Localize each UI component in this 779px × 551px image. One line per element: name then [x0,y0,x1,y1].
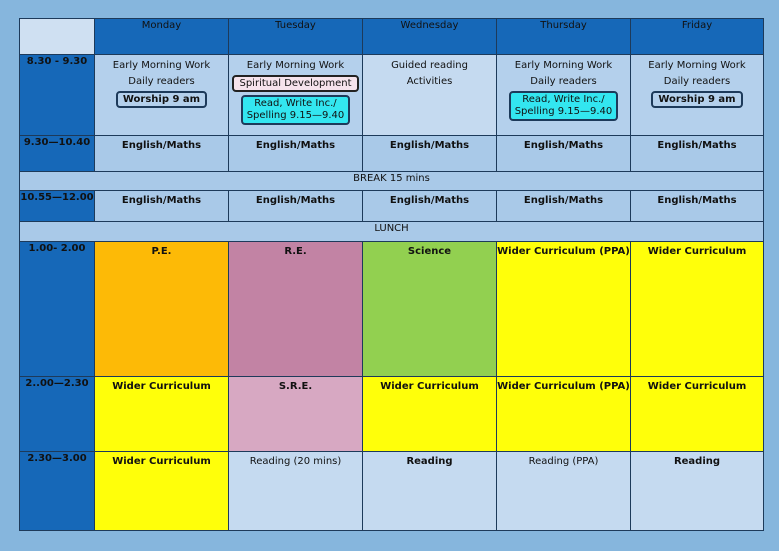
cell-text: Reading [406,456,453,467]
box-line: Read, Write Inc./ [522,94,605,105]
time-slot: 10.55—12.00 [20,191,95,222]
day-thursday: Thursday [497,19,631,55]
cell-text: Early Morning Work [648,60,746,71]
break-label: BREAK 15 mins [20,172,764,191]
row-0930 [20,136,764,172]
header-row [20,19,764,55]
cell-text: English/Maths [389,140,470,151]
time-slot: 2.30—3.00 [20,452,95,531]
cell-text: Reading (PPA) [528,456,599,467]
cell-text: Activities [406,76,453,87]
cell-text: Daily readers [530,76,597,87]
worship-box: Worship 9 am [116,91,207,108]
cell-text: Daily readers [128,76,195,87]
cell-text: Wider Curriculum (PPA) [497,381,630,392]
row-1055 [20,191,764,222]
cell-text: Early Morning Work [112,60,211,71]
cell-text: Wider Curriculum [380,381,479,392]
cell-text: English/Maths [523,140,604,151]
cell-text: S.R.E. [278,381,313,392]
cell-text: English/Maths [657,195,737,206]
row-0830 [20,55,764,136]
cell-text: Guided reading [391,60,468,71]
worship-box: Worship 9 am [651,91,742,108]
row-1300 [20,242,764,377]
time-slot: 9.30—10.40 [20,136,95,172]
cell-monday-0830 [95,55,229,136]
read-write-box [241,95,351,125]
row-1430 [20,452,764,531]
lunch-label: LUNCH [20,222,764,242]
cell-text: Daily readers [663,76,731,87]
cell-text: P.E. [151,246,172,257]
time-slot: 2..00—2.30 [20,377,95,452]
cell-text: Wider Curriculum [647,381,747,392]
timetable [19,18,764,531]
box-line: Read, Write Inc./ [254,98,337,109]
box-line: Spelling 9.15—9.40 [246,110,345,121]
cell-text: Wider Curriculum [112,381,211,392]
cell-tuesday-0830 [229,55,363,136]
cell-text: English/Maths [255,195,336,206]
day-tuesday: Tuesday [229,19,363,55]
day-friday: Friday [631,19,764,55]
time-slot: 8.30 - 9.30 [20,55,95,136]
cell-text: English/Maths [121,140,202,151]
cell-text: Science [407,246,452,257]
cell-thursday-0830 [497,55,631,136]
row-1400 [20,377,764,452]
day-monday: Monday [95,19,229,55]
cell-text: Reading [673,456,721,467]
time-slot: 1.00- 2.00 [20,242,95,377]
corner-cell [20,19,95,55]
cell-text: Early Morning Work [514,60,613,71]
day-wednesday: Wednesday [363,19,497,55]
break-row [20,172,764,191]
cell-text: Wider Curriculum [647,246,747,257]
box-line: Spelling 9.15—9.40 [514,106,613,117]
cell-text: English/Maths [255,140,336,151]
lunch-row [20,222,764,242]
cell-friday-0830 [631,55,764,136]
cell-text: Reading (20 mins) [249,456,342,467]
cell-text: Wider Curriculum [112,456,211,467]
cell-text: R.E. [284,246,307,257]
cell-text: English/Maths [389,195,470,206]
cell-text: English/Maths [523,195,604,206]
cell-text: English/Maths [657,140,737,151]
cell-text: English/Maths [121,195,202,206]
cell-text: Early Morning Work [246,60,345,71]
cell-text: Wider Curriculum (PPA) [497,246,630,257]
read-write-box [509,91,619,121]
cell-wednesday-0830 [363,55,497,136]
spiritual-development-box: Spiritual Development [232,75,358,92]
